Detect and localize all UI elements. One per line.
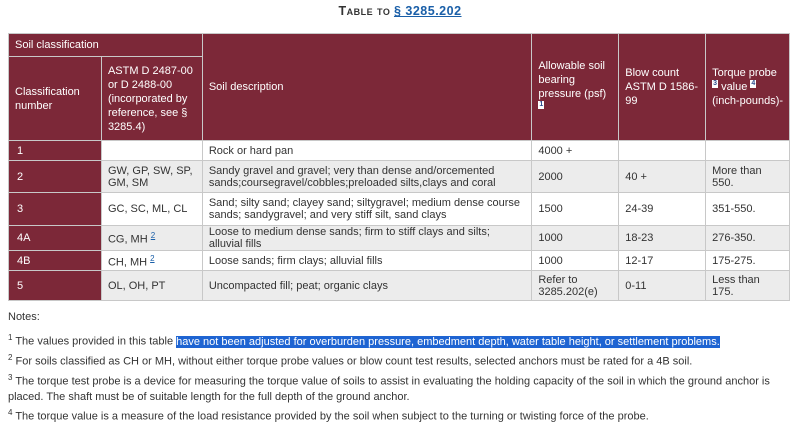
astm-text: CG, MH: [107, 233, 148, 246]
blow-count: 0-11: [619, 271, 706, 301]
table-row: [9, 141, 790, 161]
note-1: [8, 330, 794, 350]
astm-code: [101, 251, 202, 271]
note-1-marker: 1: [8, 333, 13, 342]
header-group-row: [9, 34, 790, 57]
note-3-text: The torque test probe is a device for measuring the torque value of soils to assist in evaluating the holding capacity of the soil in which the ground anchor is placed. The shaft must be of suitable length for the full depth of the ground anchor.: [8, 375, 770, 403]
header-bearing-text: Allowable soil bearing pressure (psf): [538, 60, 607, 100]
class-number: 5: [9, 271, 102, 301]
header-soil-classification: Soil classification: [9, 34, 203, 57]
table-row: [9, 226, 790, 251]
note-3-marker: 3: [8, 373, 13, 382]
astm-code: [101, 161, 202, 193]
class-number: 2: [9, 161, 102, 193]
astm-code: [101, 226, 202, 251]
header-astm: ASTM D 2487-00 or D 2488-00 (incorporated by reference, see § 3285.4): [101, 57, 202, 141]
torque-value: 276-350.: [706, 226, 790, 251]
footnote-1-marker[interactable]: 1: [539, 101, 544, 108]
class-number: 4B: [9, 251, 102, 271]
soil-description: Loose sands; firm clays; alluvial fills: [202, 251, 531, 271]
table-row: [9, 251, 790, 271]
torque-value: 175-275.: [706, 251, 790, 271]
bearing-pressure: 1000: [532, 226, 619, 251]
class-number: 1: [9, 141, 102, 161]
header-blow-count: Blow count ASTM D 1586-99: [619, 34, 706, 141]
soil-description: Sandy gravel and gravel; very than dense and/orcemented sands;coursegravel/cobbles;preloaded silts,clays and coral: [202, 161, 531, 193]
table-row: [9, 161, 790, 193]
blow-count: 18-23: [619, 226, 706, 251]
bearing-pressure: 1000: [532, 251, 619, 271]
astm-text: GW, GP, SW, SP, GM, SM: [107, 164, 193, 189]
torque-value: More than 550.: [706, 161, 790, 193]
bearing-pressure: Refer to 3285.202(e): [532, 271, 619, 301]
header-torque-probe: [706, 34, 790, 141]
note-2-text: For soils classified as CH or MH, without either torque probe values or blow count test results, selected anchors must be rated for a 4B soil.: [15, 355, 693, 368]
footnote-2-link[interactable]: 2: [150, 231, 156, 241]
soil-description: Sand; silty sand; clayey sand; siltygravel; medium dense course sands; sandygravel; and very stiff silt, sand clays: [202, 193, 531, 226]
section-link[interactable]: § 3285.202: [393, 4, 462, 18]
soil-classification-table: [8, 33, 790, 301]
header-soil-description: Soil description: [202, 34, 531, 141]
bearing-pressure: 2000: [532, 161, 619, 193]
table-row: [9, 193, 790, 226]
soil-description: Uncompacted fill; peat; organic clays: [202, 271, 531, 301]
astm-code: [101, 193, 202, 226]
astm-code: [101, 141, 202, 161]
note-1-text: The values provided in this table: [15, 335, 174, 348]
table-title-lead: Table to: [338, 4, 391, 18]
bearing-pressure: 1500: [532, 193, 619, 226]
note-3: [8, 370, 794, 405]
table-title: [0, 4, 800, 18]
header-classification-number: Classification number: [9, 57, 102, 141]
notes-label: Notes:: [8, 311, 40, 323]
footnote-3-marker[interactable]: 3: [713, 80, 717, 87]
blow-count: 24-39: [619, 193, 706, 226]
astm-text: OL, OH, PT: [107, 279, 166, 292]
note-2-marker: 2: [8, 353, 13, 362]
note-4-text: The torque value is a measure of the load resistance provided by the soil when subject to the turning or twisting force of the probe.: [15, 410, 649, 423]
class-number: 4A: [9, 226, 102, 251]
note-4-marker: 4: [8, 408, 13, 417]
header-torque-text-a: Torque probe: [712, 67, 777, 79]
astm-text: CH, MH: [107, 256, 148, 269]
class-number: 3: [9, 193, 102, 226]
soil-description: Rock or hard pan: [202, 141, 531, 161]
footnote-2-link[interactable]: 2: [150, 253, 155, 263]
astm-text: GC, SC, ML, CL: [107, 203, 188, 215]
header-bearing-pressure: [532, 34, 619, 141]
bearing-pressure: 4000 +: [532, 141, 619, 161]
torque-value: Less than 175.: [706, 271, 790, 301]
note-4: [8, 405, 794, 425]
header-torque-text-c: (inch-pounds)-: [712, 95, 784, 107]
torque-value: 351-550.: [706, 193, 790, 226]
table-row: [9, 271, 790, 301]
blow-count: 12-17: [619, 251, 706, 271]
blow-count: 40 +: [619, 161, 706, 193]
footnote-4-marker[interactable]: 4: [751, 80, 756, 87]
note-2: [8, 350, 794, 370]
torque-value: [706, 141, 790, 161]
header-torque-text-b: value: [721, 81, 748, 93]
blow-count: [619, 141, 706, 161]
astm-code: [101, 271, 202, 301]
note-1-highlighted-text[interactable]: have not been adjusted for overburden pressure, embedment depth, water table height, or settlement problems.: [176, 335, 720, 348]
soil-description: Loose to medium dense sands; firm to stiff clays and silts; alluvial fills: [202, 226, 531, 251]
